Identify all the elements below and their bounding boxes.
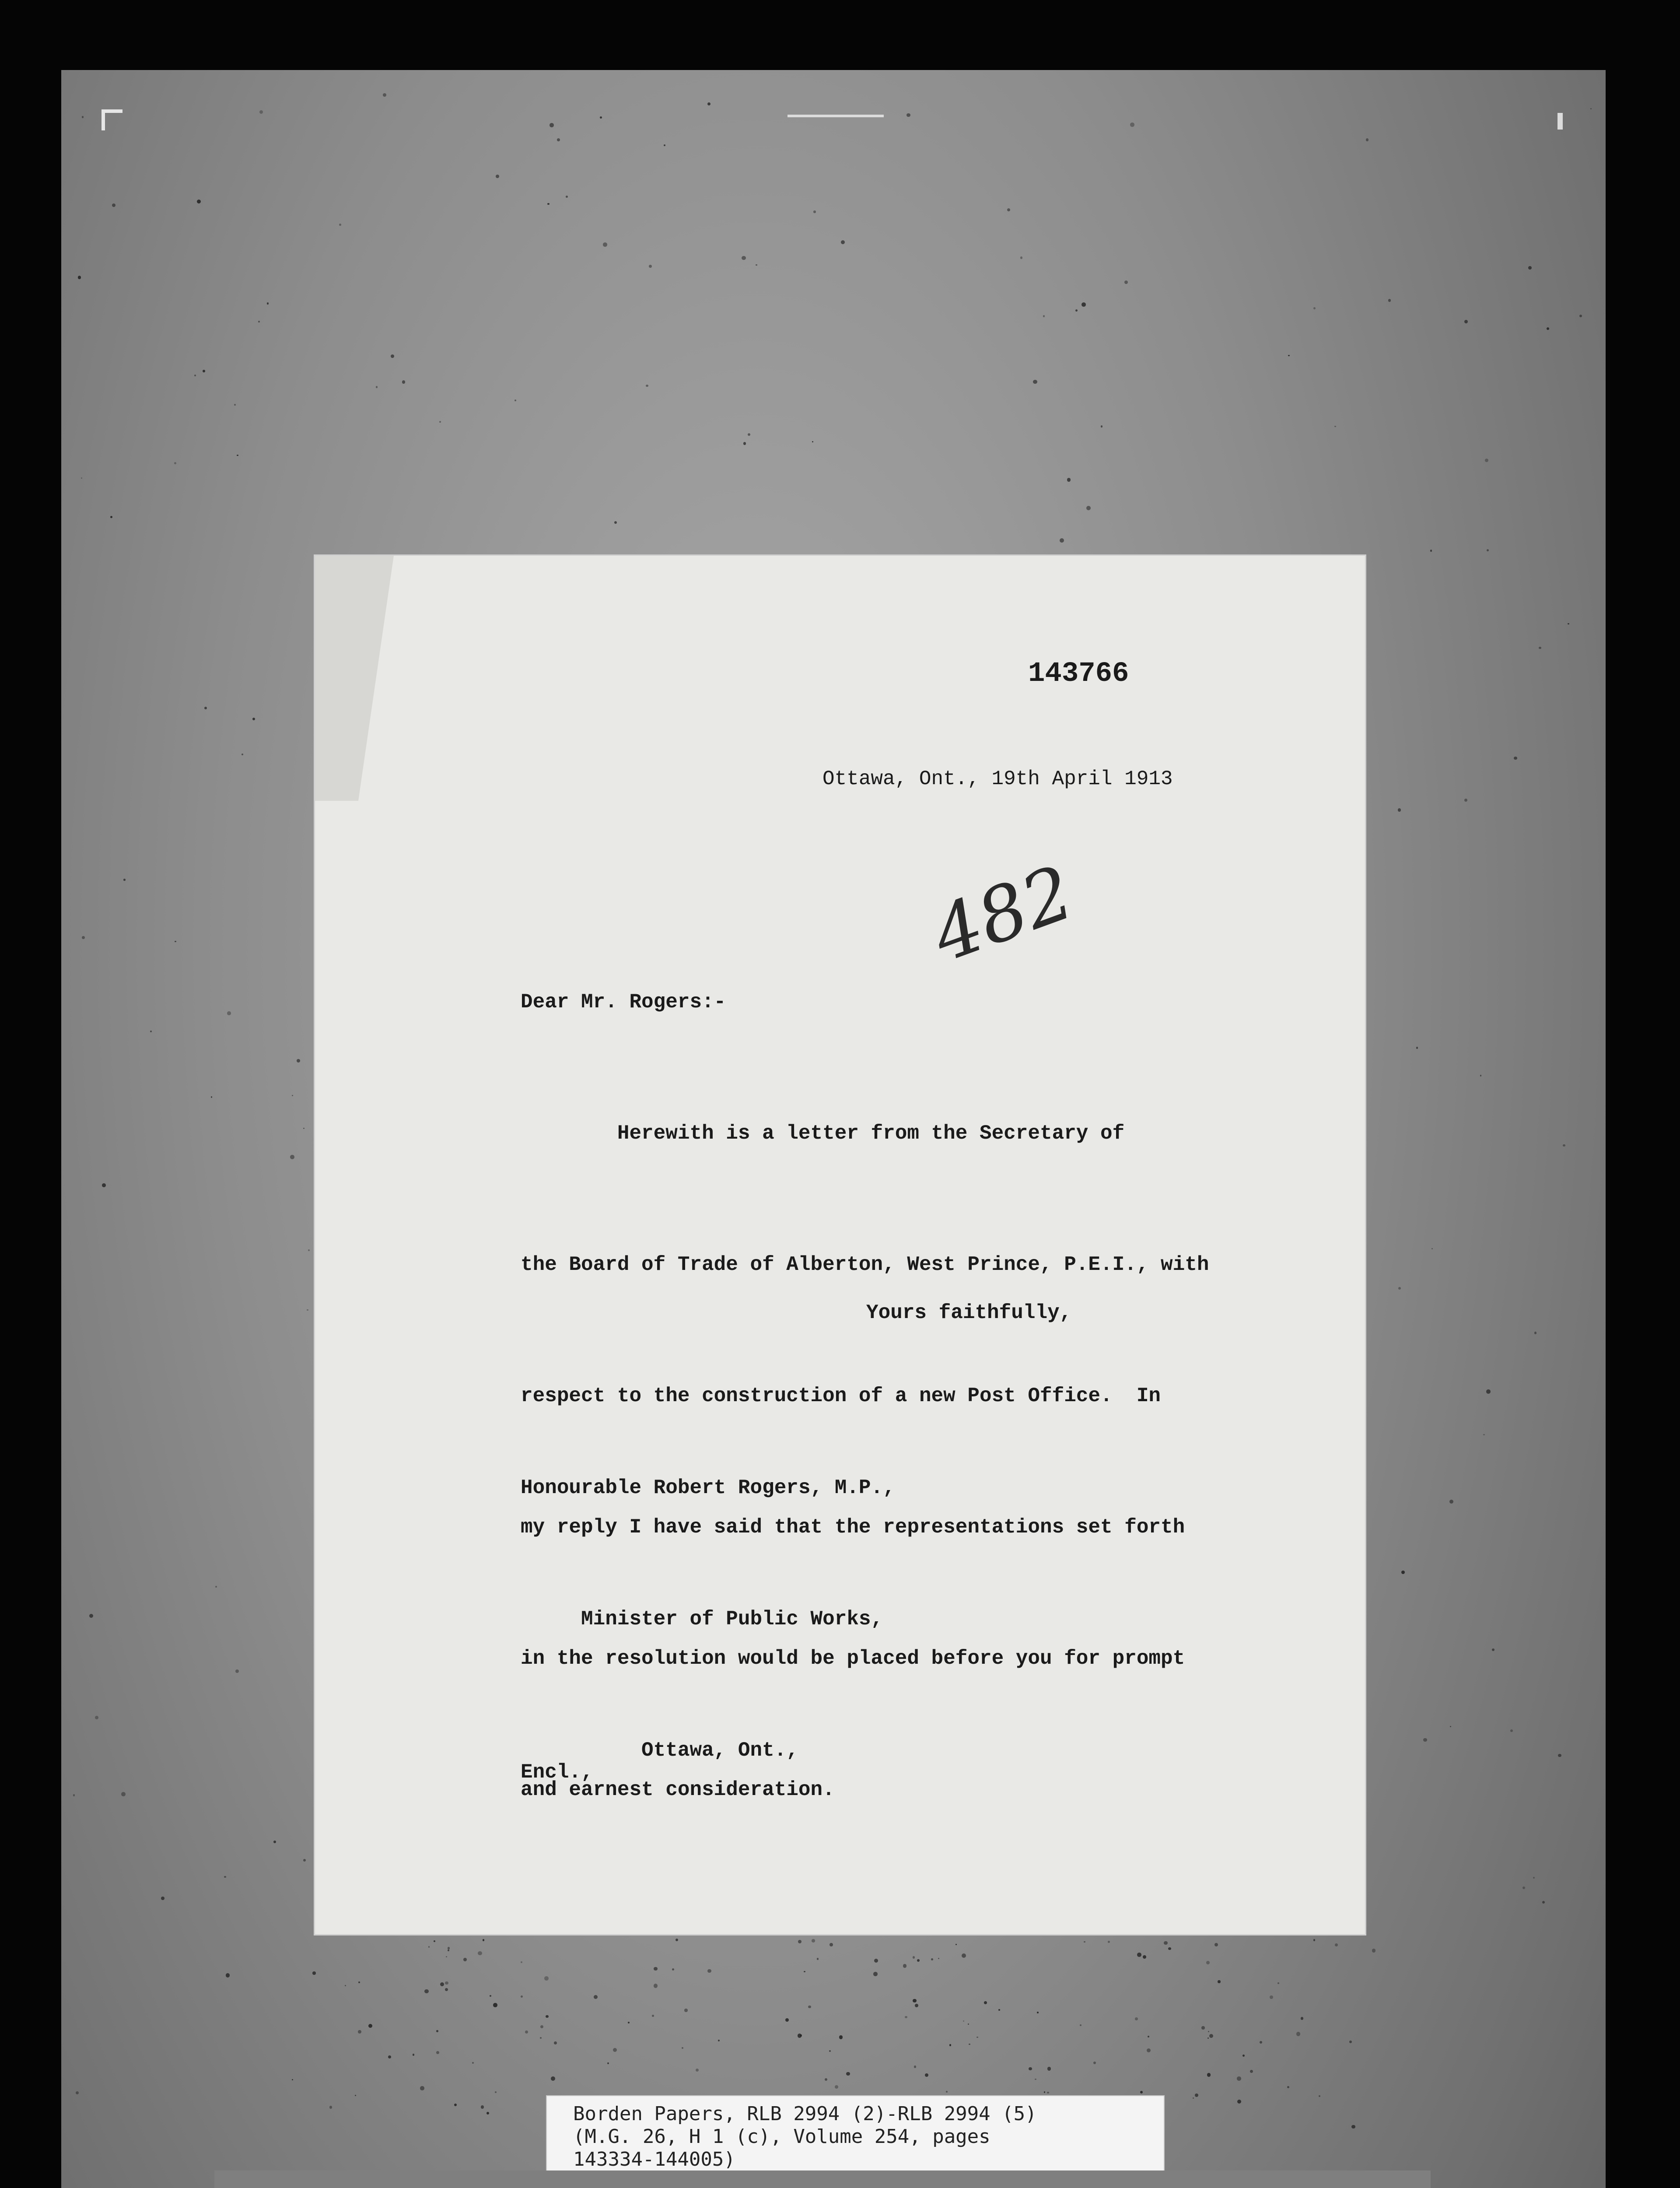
film-speck (428, 1946, 430, 1947)
film-speck (1278, 1982, 1279, 1984)
reference-line: (M.G. 26, H 1 (c), Volume 254, pages (573, 2125, 990, 2148)
film-speck (1075, 309, 1078, 312)
film-speck (1464, 799, 1467, 802)
film-speck (1108, 1941, 1110, 1943)
film-speck (649, 265, 652, 268)
archives-plate-frame (214, 2170, 1431, 2188)
film-speck (376, 386, 378, 388)
registration-top-mark (788, 115, 884, 117)
film-speck (391, 354, 394, 358)
film-speck (550, 123, 554, 127)
film-speck (913, 1999, 916, 2002)
film-speck (454, 2104, 457, 2106)
film-speck (1579, 315, 1582, 317)
film-speck (684, 2009, 687, 2012)
film-speck (544, 1976, 549, 1981)
film-speck (1388, 299, 1391, 302)
film-speck (949, 2044, 951, 2046)
film-speck (1313, 1939, 1315, 1941)
film-speck (297, 1059, 300, 1062)
film-speck (931, 1958, 933, 1960)
film-speck (383, 93, 386, 97)
film-speck (1539, 647, 1541, 649)
film-speck (1423, 1738, 1427, 1742)
film-speck (1208, 2031, 1209, 2032)
film-speck (95, 1716, 98, 1719)
film-speck (1558, 1754, 1561, 1757)
film-speck (123, 879, 125, 880)
film-speck (1449, 1500, 1453, 1504)
film-speck (600, 116, 602, 119)
film-speck (808, 2006, 811, 2009)
film-speck (812, 1939, 815, 1942)
film-speck (1020, 256, 1023, 259)
film-speck (607, 2062, 609, 2064)
film-speck (1401, 1571, 1405, 1574)
film-speck (682, 2047, 683, 2049)
film-speck (1464, 320, 1468, 323)
film-speck (434, 1940, 435, 1942)
film-speck (525, 2030, 528, 2034)
film-speck (1130, 123, 1134, 126)
film-speck (329, 2106, 332, 2108)
film-speck (1201, 2026, 1204, 2029)
film-speck (121, 1792, 126, 1796)
film-speck (839, 2035, 843, 2039)
film-speck (1547, 327, 1549, 330)
letter-body-line: the Board of Trade of Alberton, West Prince, P.E.I., with (521, 1253, 1209, 1276)
film-speck (439, 421, 441, 423)
reference-line: Borden Papers, RLB 2994 (2)-RLB 2994 (5) (573, 2103, 1037, 2125)
film-speck (1522, 1886, 1525, 1889)
registration-corner-mark (102, 109, 122, 130)
film-speck (1124, 281, 1128, 284)
film-speck (1590, 108, 1592, 109)
film-speck (1082, 302, 1086, 307)
film-speck (1334, 426, 1336, 427)
film-speck (1047, 2092, 1049, 2093)
film-speck (1528, 266, 1532, 270)
film-speck (652, 2015, 654, 2017)
film-speck (493, 2003, 497, 2007)
film-speck (846, 2072, 850, 2076)
film-speck (925, 2073, 928, 2077)
film-speck (813, 210, 816, 213)
film-speck (1206, 1961, 1210, 1964)
film-speck (204, 707, 207, 709)
film-speck (1296, 2032, 1301, 2036)
film-speck (174, 462, 176, 464)
film-speck (1047, 2067, 1051, 2070)
film-speck (830, 1943, 833, 1946)
film-speck (242, 754, 243, 755)
film-speck (756, 264, 757, 266)
letter-body-line: respect to the construction of a new Post Office. In (521, 1385, 1161, 1407)
film-speck (1060, 538, 1064, 543)
film-speck (227, 1011, 231, 1015)
film-speck (1168, 1947, 1171, 1950)
film-speck (161, 1897, 164, 1900)
film-speck (226, 1973, 230, 1977)
film-speck (707, 102, 710, 105)
film-speck (956, 1944, 957, 1945)
film-speck (976, 2037, 978, 2038)
film-speck (800, 2034, 802, 2036)
film-speck (1147, 2048, 1151, 2052)
film-speck (388, 2055, 391, 2058)
handwritten-page-note: 482 (921, 849, 1085, 979)
film-speck (413, 2054, 414, 2055)
letter-body-line: and earnest consideration. (521, 1778, 835, 1801)
film-speck (676, 1939, 678, 1941)
reference-line: 143334-144005) (573, 2148, 735, 2170)
film-speck (566, 196, 568, 198)
film-speck (1250, 2070, 1253, 2073)
film-speck (339, 224, 341, 225)
film-speck (1080, 2024, 1082, 2026)
enclosure-note: Encl., (521, 1761, 593, 1784)
film-speck (112, 203, 116, 207)
film-speck (1534, 1332, 1536, 1334)
film-speck (998, 2009, 1000, 2010)
film-speck (445, 1981, 448, 1985)
document-number: 143766 (1028, 658, 1129, 690)
letter-body-line: Herewith is a letter from the Secretary of (521, 1122, 1125, 1145)
film-speck (110, 516, 112, 518)
film-speck (1101, 425, 1102, 427)
film-speck (312, 1971, 315, 1974)
film-speck (547, 203, 549, 205)
film-speck (1351, 2125, 1355, 2129)
address-line: Minister of Public Works, (521, 1608, 883, 1630)
film-speck (873, 1972, 878, 1976)
film-speck (628, 2022, 630, 2023)
film-speck (1313, 307, 1316, 309)
film-speck (235, 1669, 239, 1673)
film-speck (654, 1967, 658, 1971)
film-speck (490, 1995, 491, 1997)
film-speck (82, 936, 85, 939)
film-speck (1195, 2093, 1198, 2097)
film-speck (448, 1947, 450, 1949)
film-speck (1037, 2012, 1039, 2013)
film-speck (874, 1959, 878, 1963)
film-speck (358, 2030, 361, 2034)
film-speck (1035, 2079, 1036, 2080)
film-speck (1568, 623, 1569, 624)
film-speck (1492, 1648, 1494, 1651)
film-speck (1218, 1980, 1220, 1983)
film-speck (1287, 2086, 1289, 2088)
film-speck (742, 256, 746, 260)
film-speck (1043, 315, 1045, 317)
film-speck (969, 2044, 970, 2045)
film-speck (290, 1155, 294, 1159)
film-speck (1214, 1943, 1218, 1946)
film-speck (903, 1964, 906, 1967)
film-speck (440, 1982, 444, 1986)
film-speck (551, 2076, 555, 2081)
film-speck (1135, 2017, 1138, 2020)
film-speck (267, 302, 269, 304)
letter-salutation: Dear Mr. Rogers:- (521, 991, 726, 1013)
film-speck (743, 442, 746, 445)
film-speck (303, 1128, 304, 1129)
film-speck (906, 113, 910, 117)
film-speck (237, 455, 238, 456)
film-speck (1486, 1389, 1491, 1394)
film-speck (307, 1309, 308, 1311)
address-line: Honourable Robert Rogers, M.P., (521, 1476, 895, 1499)
film-speck (557, 138, 560, 141)
film-speck (1237, 2076, 1241, 2081)
film-speck (483, 1939, 485, 1941)
registration-right-mark (1558, 113, 1563, 130)
film-speck (175, 941, 176, 943)
film-speck (82, 116, 84, 118)
film-speck (234, 404, 236, 406)
film-speck (1137, 1953, 1141, 1957)
film-speck (603, 242, 607, 246)
film-speck (1260, 2041, 1262, 2044)
reference-label-text (573, 2103, 1037, 2171)
film-speck (197, 200, 201, 203)
film-speck (1319, 2095, 1320, 2097)
film-speck (1207, 2073, 1211, 2076)
film-speck (614, 521, 617, 524)
film-speck (1143, 1955, 1146, 1959)
film-speck (424, 1989, 428, 1993)
film-speck (73, 1794, 75, 1796)
film-speck (748, 433, 750, 436)
film-speck (913, 1956, 915, 1959)
letter-body-line: my reply I have said that the representations set forth (521, 1516, 1185, 1539)
film-speck (303, 1859, 306, 1862)
film-speck (817, 1958, 819, 1960)
film-speck (804, 1971, 805, 1973)
film-speck (514, 400, 516, 401)
film-speck (613, 2048, 617, 2052)
film-speck (1288, 355, 1290, 357)
film-speck (917, 1959, 920, 1962)
film-speck (1029, 2067, 1032, 2071)
letter-body-line: in the resolution would be placed before you for prompt (521, 1647, 1185, 1670)
address-line: Ottawa, Ont., (521, 1739, 798, 1762)
film-speck (436, 2030, 438, 2032)
film-speck (420, 2086, 424, 2090)
film-speck (1483, 1434, 1485, 1436)
letter-dateline: Ottawa, Ont., 19th April 1913 (822, 768, 1173, 790)
film-speck (914, 2065, 916, 2068)
film-speck (203, 370, 205, 372)
film-speck (495, 2091, 497, 2093)
letter-closing: Yours faithfully, (866, 1301, 1072, 1324)
film-speck (402, 380, 405, 383)
film-speck (1164, 1941, 1167, 1945)
film-speck (448, 1950, 449, 1951)
film-speck (1372, 1949, 1376, 1952)
film-speck (718, 2040, 720, 2041)
